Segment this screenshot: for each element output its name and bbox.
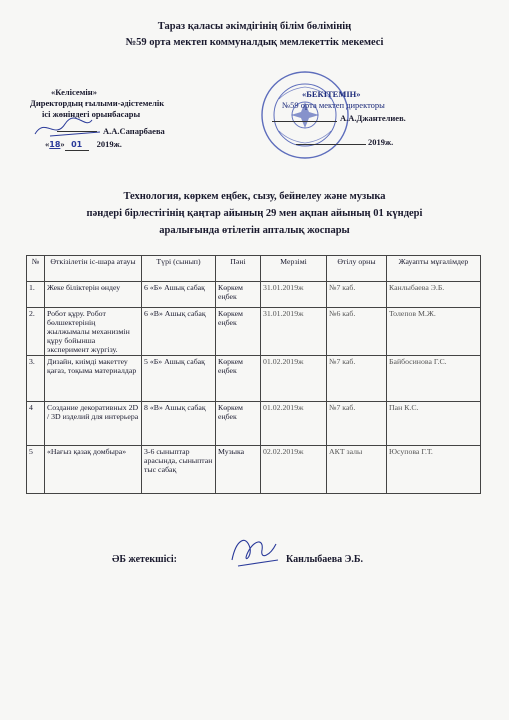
table-header-row: [27, 256, 481, 282]
row-number: 1.: [27, 282, 45, 308]
row-date: 01.02.2019ж: [261, 356, 327, 402]
row-location: №7 каб.: [327, 402, 387, 446]
agree-line1: Директордың ғылыми-әдістемелік: [30, 98, 165, 108]
row-event: Робот құру. Робот бөлшектерінің жылжымалы механизмін құру бойынша эксперимент жүргізу.: [45, 308, 142, 356]
agree-signature: [30, 112, 110, 142]
footer-label: ӘБ жетекшісі:: [112, 554, 177, 565]
row-number: 2.: [27, 308, 45, 356]
school-name-title: №59 орта мектеп коммуналдық мемлекеттік мекемесі: [125, 37, 384, 48]
row-date: 31.01.2019ж: [261, 308, 327, 356]
row-event: Дизайн, киімді макеттеу қағаз, тоқыма материалдар: [45, 356, 142, 402]
header-teachers: Жауапты мұғалімдер: [387, 256, 481, 282]
row-date: 01.02.2019ж: [261, 402, 327, 446]
row-subject: Көркем еңбек: [216, 308, 261, 356]
plan-title-line1: Технология, көркем еңбек, сызу, бейнелеу және музыка: [123, 191, 386, 202]
row-type: 5 «Б» Ашық сабақ: [142, 356, 216, 402]
approve-title: «БЕКІТЕМІН»: [302, 89, 361, 99]
table-row: [27, 308, 481, 356]
plan-title-line3: аралығында өтілетін апталық жоспары: [159, 225, 350, 236]
row-type: 6 «В» Ашық сабақ: [142, 308, 216, 356]
approve-date: 2019ж.: [368, 137, 394, 147]
row-subject: Көркем еңбек: [216, 356, 261, 402]
row-event: Жеке біліктерін өндеу: [45, 282, 142, 308]
table-row: [27, 282, 481, 308]
row-teacher: Байбосинова Г.С.: [387, 356, 481, 402]
row-teacher: Пан К.С.: [387, 402, 481, 446]
row-location: №7 каб.: [327, 282, 387, 308]
header-subject: Пәні: [216, 256, 261, 282]
agree-signature-line: [57, 131, 97, 132]
table-row: [27, 402, 481, 446]
row-number: 4: [27, 402, 45, 446]
row-type: 6 «Б» Ашық сабақ: [142, 282, 216, 308]
row-event: «Нағыз қазақ домбыра»: [45, 446, 142, 494]
row-number: 5: [27, 446, 45, 494]
row-event: Создание декоративных 2D / 3D изделий для интерьера: [45, 402, 142, 446]
row-teacher: Канлыбаева Э.Б.: [387, 282, 481, 308]
approve-signer: А.А.Джантелиев.: [340, 113, 406, 123]
plan-title-line2: пәндері бірлестігінің қаңтар айының 29 мен ақпан айының 01 күндері: [86, 208, 423, 219]
agree-date: «18» 01 2019ж.: [45, 139, 122, 149]
row-location: №6 каб.: [327, 308, 387, 356]
header-location: Өтілу орны: [327, 256, 387, 282]
footer-signature: [224, 530, 284, 572]
weekly-plan-table: [26, 255, 481, 494]
row-subject: Көркем еңбек: [216, 282, 261, 308]
header-number: №: [27, 256, 45, 282]
row-date: 02.02.2019ж: [261, 446, 327, 494]
approve-line1: №59 орта мектеп директоры: [282, 100, 385, 110]
table-row: [27, 446, 481, 494]
agree-title: «Келісемін»: [51, 87, 97, 97]
row-location: №7 каб.: [327, 356, 387, 402]
agree-line2: ісі жөніндегі орынбасары: [42, 109, 141, 119]
row-subject: Музыка: [216, 446, 261, 494]
table-row: [27, 356, 481, 402]
approve-date-line: [296, 144, 366, 145]
header-type-class: Түрі (сынып): [142, 256, 216, 282]
row-teacher: Юсупова Г.Т.: [387, 446, 481, 494]
agree-signer: А.А.Сапарбаева: [103, 126, 165, 136]
row-type: 8 «В» Ашық сабақ: [142, 402, 216, 446]
approve-signature-line: [272, 121, 337, 122]
row-date: 31.01.2019ж: [261, 282, 327, 308]
header-date: Мерзімі: [261, 256, 327, 282]
row-subject: Көркем еңбек: [216, 402, 261, 446]
row-type: 3-6 сыныптар арасында, сыныптан тыс сабақ: [142, 446, 216, 494]
row-teacher: Толепов М.Ж.: [387, 308, 481, 356]
footer-name: Канлыбаева Э.Б.: [286, 554, 364, 565]
school-department-title: Тараз қаласы әкімдігінің білім бөлімінің: [157, 21, 352, 32]
official-seal: [259, 69, 351, 161]
header-event-name: Өткізілетін іс-шара атауы: [45, 256, 142, 282]
row-location: АКТ залы: [327, 446, 387, 494]
row-number: 3.: [27, 356, 45, 402]
